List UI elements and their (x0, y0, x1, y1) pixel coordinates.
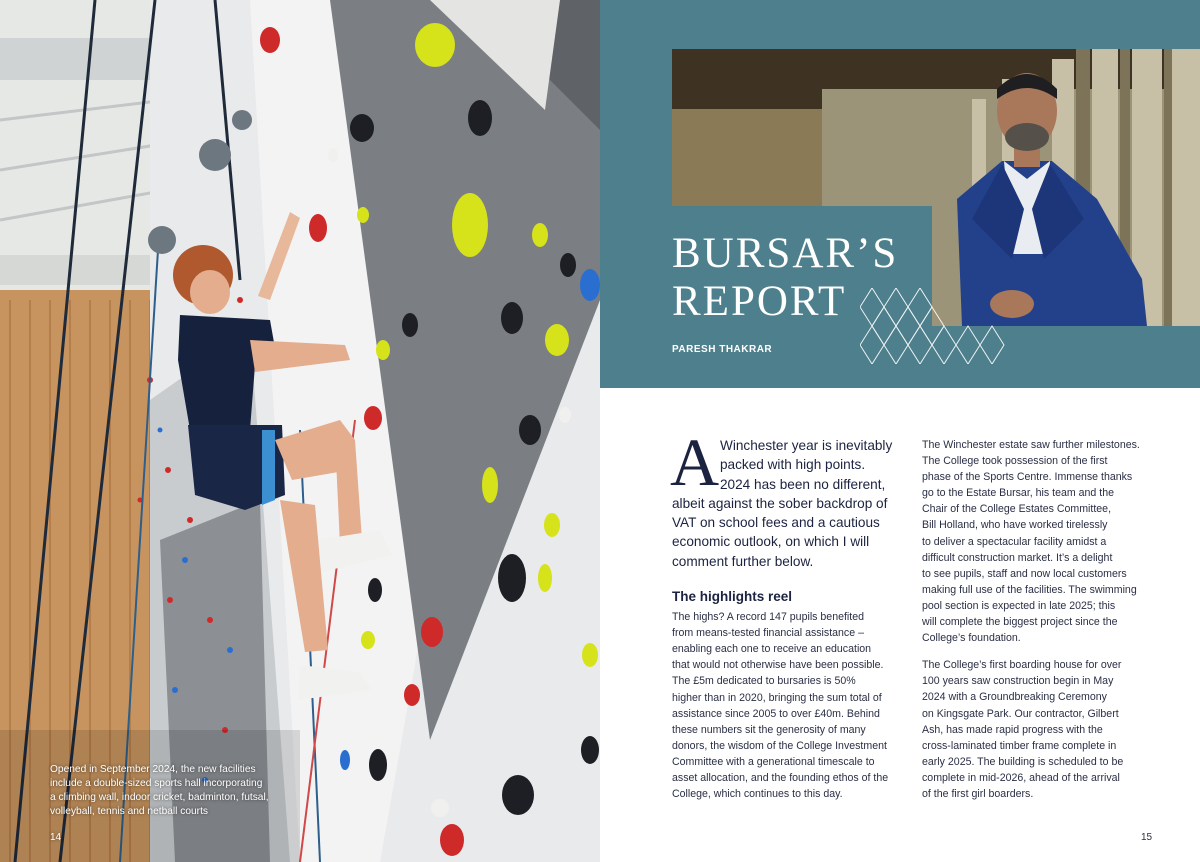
drop-cap: A (670, 424, 720, 500)
body-line: early 2025. The building is scheduled to be (922, 755, 1124, 768)
caption-line: a climbing wall, indoor cricket, badminton, futsal, (50, 792, 269, 803)
body-line: 2024 with a Groundbreaking Ceremony (922, 691, 1107, 704)
estate-paragraph (922, 437, 1157, 646)
body-line: complete in mid-2026, ahead of the arrival (922, 771, 1120, 784)
lead-line: albeit against the sober backdrop of (672, 495, 888, 511)
body-line: The £5m dedicated to bursaries is 50% (672, 675, 856, 688)
caption-line: Opened in September 2024, the new facilities (50, 764, 256, 775)
caption-line: volleyball, tennis and netball courts (50, 806, 209, 817)
lead-line: comment further below. (672, 553, 814, 569)
article-column-2 (922, 437, 1157, 802)
author-name: PARESH THAKRAR (672, 344, 773, 355)
boarding-house-paragraph (922, 657, 1157, 802)
caption-line: include a double-sized sports hall incorporating (50, 778, 263, 789)
page-number-right: 15 (1141, 832, 1153, 843)
lead-line: packed with high points. (720, 457, 866, 473)
photo-caption (50, 763, 280, 819)
lead-line: VAT on school fees and a cautious (672, 515, 880, 531)
body-line: The College’s first boarding house for over (922, 659, 1122, 672)
body-line: phase of the Sports Centre. Immense thanks (922, 471, 1133, 484)
body-line: asset allocation, and the founding ethos of the (672, 772, 889, 785)
body-line: cross-laminated timber frame complete in (922, 739, 1117, 752)
body-line: Committee with a generational timescale to (672, 755, 875, 768)
title-line-1: BURSAR’S (672, 230, 899, 277)
body-line: The highs? A record 147 pupils benefited (672, 611, 865, 624)
page-number-left: 14 (50, 832, 62, 843)
diamond-pattern-decoration (860, 288, 1005, 364)
body-line: assistance since 2005 to over £40m. Behind (672, 707, 880, 720)
body-line: from means-tested financial assistance – (672, 627, 864, 640)
body-line: these numbers sit the generosity of many (672, 723, 866, 736)
body-line: Ash, has made rapid progress with the (922, 723, 1103, 736)
body-line: higher than in 2020, bringing the sum total of (672, 691, 882, 704)
body-line: College’s foundation. (922, 632, 1021, 645)
section-subheading: The highlights reel (672, 589, 793, 605)
title-line-2: REPORT (672, 278, 847, 325)
lead-line: economic outlook, on which I will (672, 534, 870, 550)
body-line: to see pupils, staff and now local customers (922, 567, 1127, 580)
body-line: will complete the biggest project since the (922, 616, 1118, 629)
lead-paragraph (670, 424, 907, 571)
body-line: donors, the wisdom of the College Investment (672, 739, 887, 752)
body-line: College, which continues to this day. (672, 788, 843, 801)
body-line: Chair of the College Estates Committee, (922, 503, 1112, 516)
body-line: Bill Holland, who have worked tirelessly (922, 519, 1108, 532)
body-line: of the first girl boarders. (922, 787, 1034, 800)
article-column-1 (670, 424, 907, 802)
body-line: The Winchester estate saw further milestones. (922, 439, 1140, 451)
body-line: go to the Estate Bursar, his team and the (922, 487, 1114, 500)
lead-line: 2024 has been no different, (720, 476, 886, 492)
lead-line: Winchester year is inevitably (720, 438, 893, 453)
body-line: making full use of the facilities. The swimming (922, 583, 1137, 596)
body-line: that would not otherwise have been possible. (672, 659, 884, 672)
body-line: 100 years saw construction begin in May (922, 675, 1114, 688)
body-line: difficult construction market. It’s a delight (922, 551, 1113, 564)
bursars-report-page (600, 0, 1200, 862)
body-line: The College took possession of the first (922, 455, 1108, 468)
body-line: enabling each one to receive an education (672, 643, 872, 656)
body-paragraph (672, 609, 907, 802)
body-line: on Kingsgate Park. Our contractor, Gilbert (922, 707, 1119, 720)
body-line: to deliver a spectacular facility amidst a (922, 535, 1107, 548)
body-line: pool section is expected in late 2025; this (922, 599, 1116, 612)
